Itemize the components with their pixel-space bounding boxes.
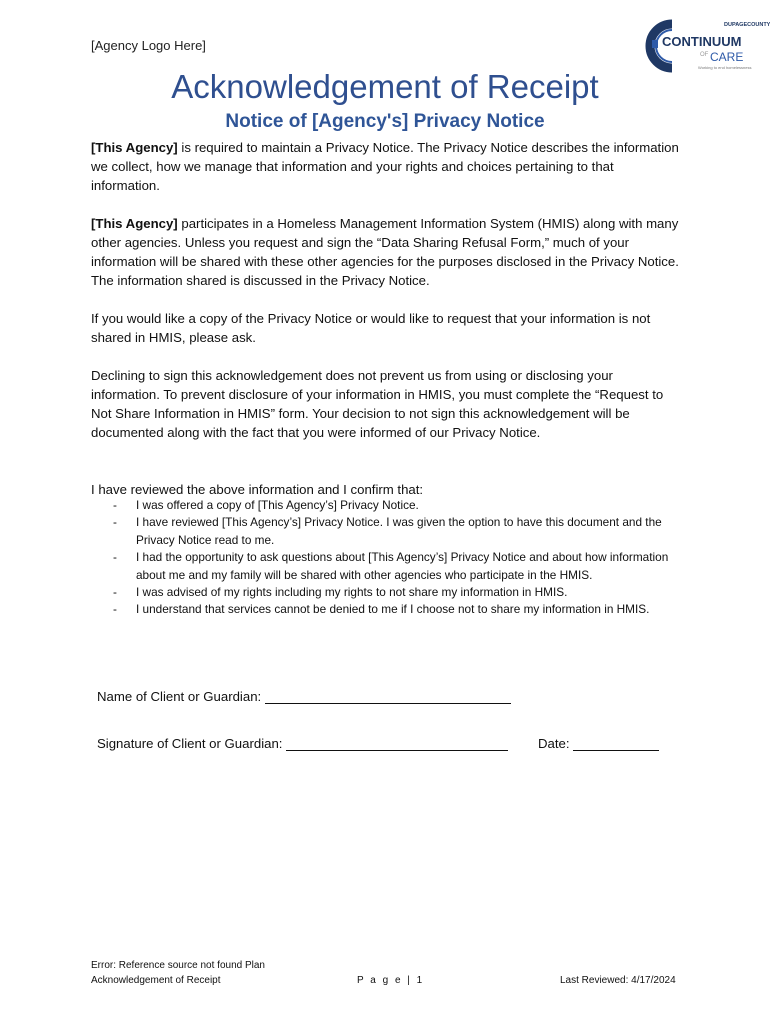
list-item-text: I have reviewed [This Agency’s] Privacy Notice. I was given the option to have this document and the Privacy Notice read to me. xyxy=(136,515,662,547)
list-item-text: I understand that services cannot be denied to me if I choose not to share my information in HMIS. xyxy=(136,602,650,617)
bullet-dash: - xyxy=(113,498,117,512)
logo-care: CARE xyxy=(710,50,744,64)
paragraph-confirm-intro: I have reviewed the above information and I confirm that: xyxy=(91,482,424,497)
name-row xyxy=(97,689,511,704)
paragraph-privacy-notice xyxy=(91,138,681,195)
bullet-dash: - xyxy=(113,602,117,617)
paragraph-hmis xyxy=(91,214,681,290)
confirmation-list xyxy=(91,497,691,619)
signature-row xyxy=(97,736,508,751)
list-item xyxy=(91,584,691,601)
paragraph-declining: Declining to sign this acknowledgement does not prevent us from using or disclosing your information. To prevent disclosure of your information in HMIS, you must complete the “Request to Not Share Information in HMIS” form. Your decision to not sign this acknowledgement will be documented along with the fact that you were informed of our Privacy Notice. xyxy=(91,368,664,440)
list-item-text: I was advised of my rights including my rights to not share my information in HMIS. xyxy=(136,585,568,600)
bullet-dash: - xyxy=(113,515,117,530)
list-item-text: I had the opportunity to ask questions about [This Agency’s] Privacy Notice and about how information about me and my family will be shared with other agencies who participate in the HMIS. xyxy=(136,550,669,582)
paragraph-text: is required to maintain a Privacy Notice. The Privacy Notice describes the information we collect, how we manage that information and your rights and choices pertaining to that information. xyxy=(91,140,679,193)
list-item xyxy=(91,514,691,549)
logo-county: DUPAGECOUNTY xyxy=(724,22,770,28)
signature-label: Signature of Client or Guardian: xyxy=(97,736,283,751)
list-item xyxy=(91,601,691,618)
bullet-dash: - xyxy=(113,585,117,600)
footer-doc-title: Acknowledgement of Receipt xyxy=(91,975,221,986)
date-field[interactable] xyxy=(573,736,659,751)
signature-field[interactable] xyxy=(286,736,508,751)
footer-error-text: Error: Reference source not found Plan xyxy=(91,960,265,971)
agency-name: [This Agency] xyxy=(91,216,178,231)
list-item xyxy=(91,497,691,514)
footer-page-number: P a g e | 1 xyxy=(357,975,425,986)
continuum-of-care-logo xyxy=(638,18,770,74)
footer-last-reviewed: Last Reviewed: 4/17/2024 xyxy=(560,975,676,986)
agency-name: [This Agency] xyxy=(91,140,178,155)
document-title: Acknowledgement of Receipt xyxy=(171,68,599,105)
logo-continuum: CONTINUUM xyxy=(662,34,742,49)
bullet-dash: - xyxy=(113,550,117,565)
name-field[interactable] xyxy=(265,689,511,704)
document-subtitle: Notice of [Agency's] Privacy Notice xyxy=(225,111,545,132)
name-label: Name of Client or Guardian: xyxy=(97,689,262,704)
logo-tagline: Working to end homelessness xyxy=(698,65,752,70)
paragraph-text: participates in a Homeless Management Information System (HMIS) along with many other agencies. Unless you request and sign the “Data Sharing Refusal Form,” much of your information will be shared with these other agencies for the purposes disclosed in the Privacy Notice. The information shared is discussed in the Privacy Notice. xyxy=(91,216,679,288)
paragraph-copy-request: If you would like a copy of the Privacy Notice or would like to request that your information is not shared in HMIS, please ask. xyxy=(91,311,651,345)
logo-of: OF xyxy=(700,52,709,58)
agency-logo-placeholder: [Agency Logo Here] xyxy=(91,38,206,53)
date-label: Date: xyxy=(538,736,570,751)
date-row xyxy=(538,736,659,751)
logo-graphic xyxy=(638,18,770,74)
list-item-text: I was offered a copy of [This Agency’s] Privacy Notice. xyxy=(136,498,419,512)
list-item xyxy=(91,549,691,584)
footer-document-name xyxy=(91,958,351,988)
